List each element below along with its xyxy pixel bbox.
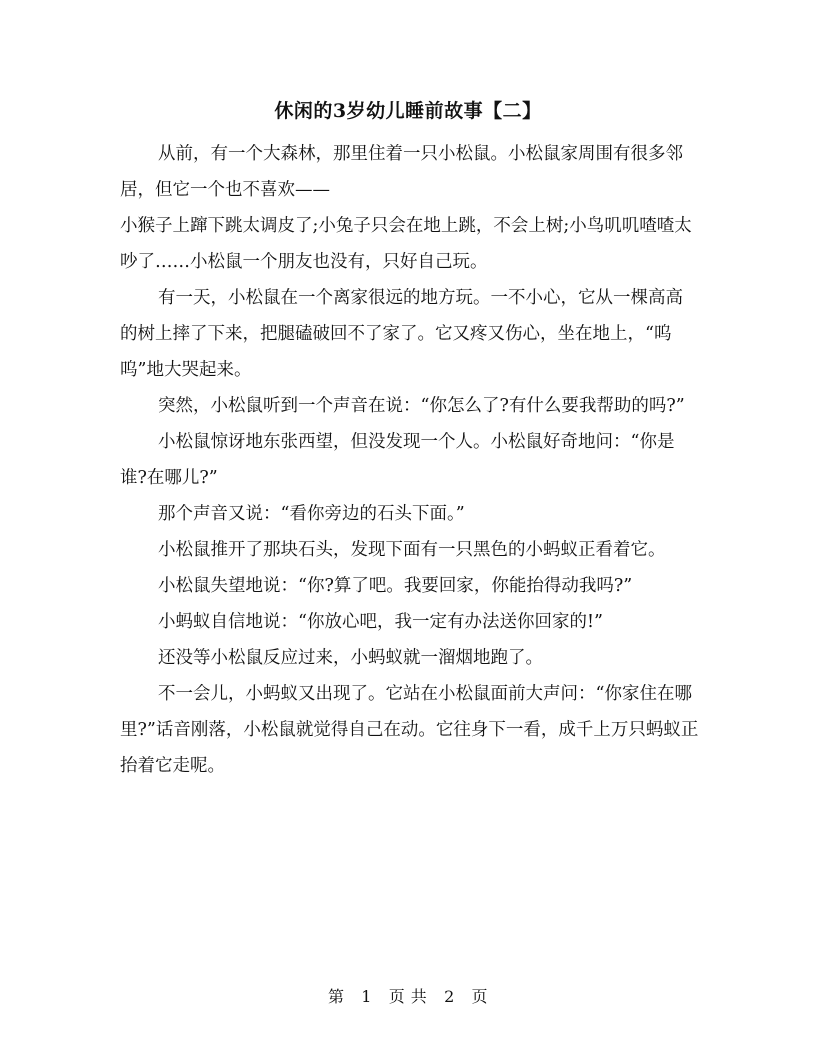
paragraph: 还没等小松鼠反应过来，小蚂蚁就一溜烟地跑了。 [158,648,543,668]
paragraph: 小松鼠推开了那块石头，发现下面有一只黑色的小蚂蚁正看着它。 [158,540,666,560]
paragraph: 小松鼠失望地说：“你?算了吧。我要回家，你能抬得动我吗?” [158,576,633,596]
total-pages: 2 [444,987,455,1006]
footer-suffix: 页 [471,987,489,1006]
paragraph: 小猴子上蹿下跳太调皮了;小兔子只会在地上跳，不会上树;小鸟叽叽喳喳太吵了……小松鼠一个朋友也没有，只好自己玩。 [120,216,692,272]
footer-prefix: 第 [327,987,345,1006]
document-title: 休闲的3岁幼儿睡前故事【二】 [274,100,542,122]
page-number: 1 [361,987,372,1006]
paragraph: 那个声音又说：“看你旁边的石头下面。” [158,504,465,524]
paragraph: 不一会儿，小蚂蚁又出现了。它站在小松鼠面前大声问：“你家住在哪里?”话音刚落，小松鼠就觉得自己在动。它往身下一看，成千上万只蚂蚁正抬着它走呢。 [120,684,699,776]
story-body [120,136,700,784]
footer-middle: 页 共 [388,987,428,1006]
paragraph: 小蚂蚁自信地说：“你放心吧，我一定有办法送你回家的!” [158,612,603,632]
paragraph: 突然，小松鼠听到一个声音在说：“你怎么了?有什么要我帮助的吗?” [158,396,685,416]
paragraph: 小松鼠惊讶地东张西望，但没发现一个人。小松鼠好奇地问：“你是谁?在哪儿?” [120,432,675,488]
paragraph: 有一天，小松鼠在一个离家很远的地方玩。一不小心，它从一棵高高的树上摔了下来，把腿磕破回不了家了。它又疼又伤心，坐在地上，“呜呜”地大哭起来。 [120,288,683,380]
paragraph: 从前，有一个大森林，那里住着一只小松鼠。小松鼠家周围有很多邻居，但它一个也不喜欢—— [120,144,683,200]
page-footer [0,984,816,1007]
